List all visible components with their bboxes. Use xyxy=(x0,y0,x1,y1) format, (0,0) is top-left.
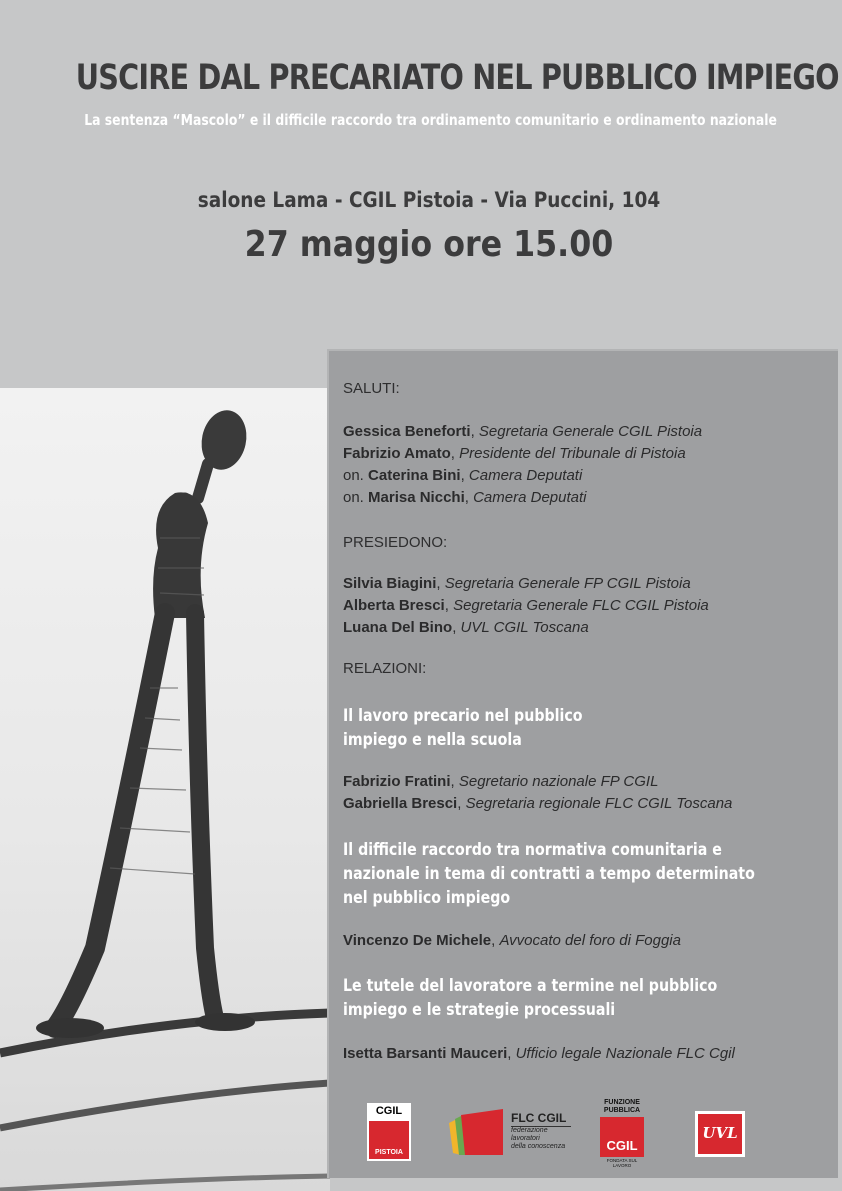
topic-2-speakers xyxy=(343,930,681,952)
event-title: USCIRE DAL PRECARIATO NEL PUBBLICO IMPIEGO xyxy=(75,58,839,98)
event-subtitle: La sentenza “Mascolo” e il difficile raccordo tra ordinamento comunitario e ordinamento nazionale xyxy=(84,111,777,129)
list-item: Gabriella Bresci, Segretaria regionale FLC CGIL Toscana xyxy=(343,795,733,812)
flc-cgil-logo xyxy=(447,1109,577,1155)
logo-text: CGIL xyxy=(375,1105,403,1117)
topic-1-speakers xyxy=(343,771,732,815)
relazioni-heading: RELAZIONI: xyxy=(343,660,427,677)
flc-tagline: federazione lavoratori della conoscenza xyxy=(511,1126,571,1151)
uvl-logo xyxy=(695,1111,745,1157)
event-venue: salone Lama - CGIL Pistoia - Via Puccini, 104 xyxy=(197,188,661,212)
logo-text: UVL xyxy=(702,1124,738,1142)
sculpture-figure-image xyxy=(0,388,330,1191)
list-item: on. Caterina Bini, Camera Deputati xyxy=(343,467,583,484)
logo-text: PISTOIA xyxy=(375,1149,403,1156)
saluti-heading: SALUTI: xyxy=(343,380,400,397)
list-item: Gessica Beneforti, Segretaria Generale CGIL Pistoia xyxy=(343,423,703,440)
topic-3-speakers xyxy=(343,1043,735,1065)
logo-text: FONDATA SUL LAVORO xyxy=(606,1158,638,1168)
presiedono-heading: PRESIEDONO: xyxy=(343,534,448,551)
list-item: Silvia Biagini, Segretaria Generale FP CGIL Pistoia xyxy=(343,575,691,592)
logo-text: CGIL xyxy=(606,1138,638,1153)
saluti-list xyxy=(343,421,702,509)
list-item: Luana Del Bino, UVL CGIL Toscana xyxy=(343,619,589,636)
event-date: 27 maggio ore 15.00 xyxy=(244,224,614,265)
logo-text: FLC CGIL xyxy=(511,1111,567,1125)
logo-red-block xyxy=(369,1121,409,1159)
program-panel xyxy=(327,349,838,1178)
fp-cgil-logo xyxy=(599,1099,645,1168)
list-item: Fabrizio Amato, Presidente del Tribunale di Pistoia xyxy=(343,445,686,462)
topic-3: Le tutele del lavoratore a termine nel pubblico impiego e le strategie processuali xyxy=(343,976,718,1019)
logo-text: FUNZIONE PUBBLICA xyxy=(603,1099,641,1114)
list-item: on. Marisa Nicchi, Camera Deputati xyxy=(343,489,587,506)
sculpture-photo xyxy=(0,388,330,1191)
list-item: Alberta Bresci, Segretaria Generale FLC CGIL Pistoia xyxy=(343,597,709,614)
topic-2: Il difficile raccordo tra normativa comunitaria e nazionale in tema di contratti a tempo determinato nel pubblico impiego xyxy=(343,840,755,907)
flc-mark-icon xyxy=(447,1109,507,1155)
list-item: Isetta Barsanti Mauceri, Ufficio legale Nazionale FLC Cgil xyxy=(343,1045,735,1062)
logo-red-block xyxy=(698,1114,742,1154)
presiedono-list xyxy=(343,573,709,639)
topic-1: Il lavoro precario nel pubblico impiego e nella scuola xyxy=(343,706,583,749)
logo-red-block xyxy=(600,1117,644,1157)
list-item: Fabrizio Fratini, Segretario nazionale FP CGIL xyxy=(343,773,659,790)
cgil-pistoia-logo xyxy=(367,1103,411,1161)
list-item: Vincenzo De Michele, Avvocato del foro di Foggia xyxy=(343,932,681,949)
